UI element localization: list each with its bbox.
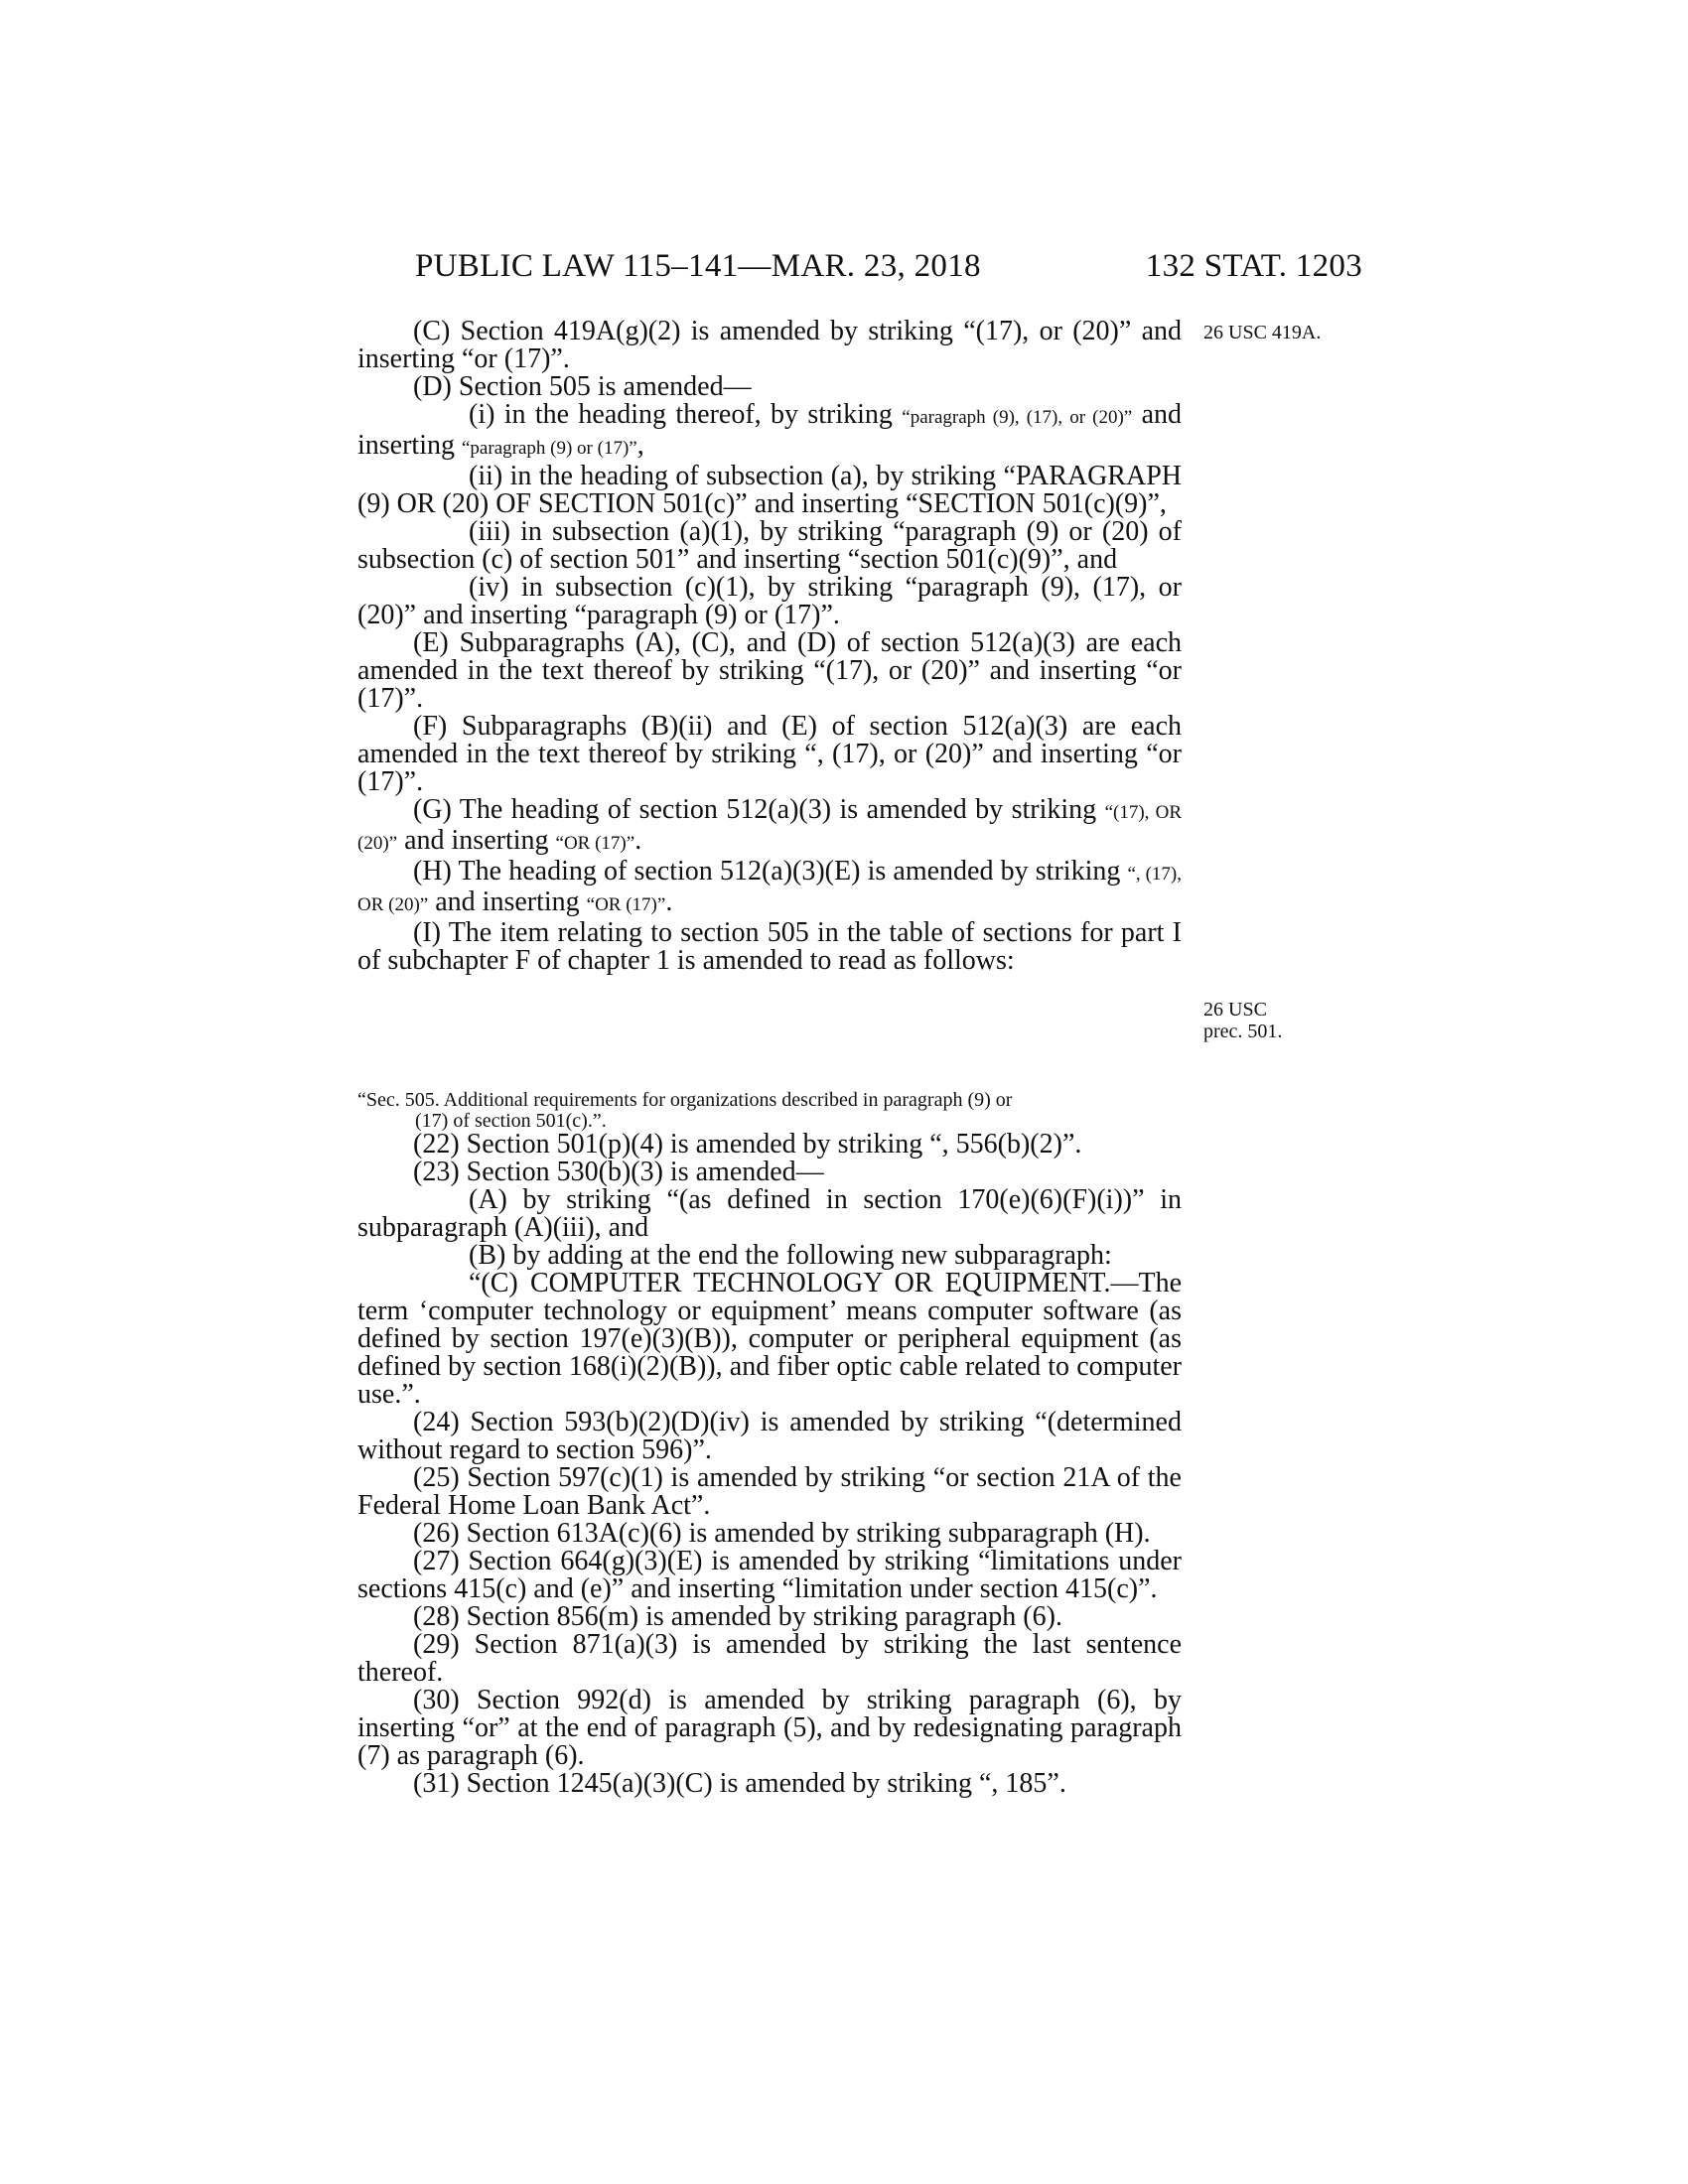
- clause-D-iv: (iv) in subsection (c)(1), by striking “paragraph (9), (17), or (20)” and inserting “paragraph (9) or (17)”.: [357, 572, 1182, 630]
- text-run: ,: [636, 430, 644, 461]
- margin-note-26-usc-prec-501: [1203, 999, 1282, 1042]
- text-run: .: [634, 825, 642, 856]
- table-entry-line: “Sec. 505. Additional requirements for organizations described in paragraph (9) or: [357, 1089, 1013, 1111]
- paragraph-31: (31) Section 1245(a)(3)(C) is amended by striking “, 185”.: [413, 1768, 1066, 1799]
- page-header: [415, 248, 1362, 292]
- paragraph-26: (26) Section 613A(c)(6) is amended by striking subparagraph (H).: [413, 1518, 1151, 1549]
- text-run: and inserting: [428, 887, 587, 917]
- paragraph-H: [357, 858, 1182, 919]
- table-of-sections-entry: [357, 1090, 1182, 1132]
- clause-D-i: [357, 401, 1182, 463]
- amendment-block-1: [357, 318, 1182, 975]
- running-title: PUBLIC LAW 115–141—MAR. 23, 2018: [415, 248, 981, 284]
- subparagraph-23-B: (B) by adding at the end the following new subparagraph:: [469, 1240, 1112, 1271]
- paragraph-I: (I) The item relating to section 505 in the table of sections for part I of subchapter F of chapter 1 is amended to read as follows:: [357, 917, 1182, 976]
- table-entry-line: (17) of section 501(c).”.: [415, 1110, 607, 1132]
- text-run-small: “paragraph (9) or (17)”: [462, 438, 637, 459]
- clause-D-iii: (iii) in subsection (a)(1), by striking “paragraph (9) or (20) of subsection (c) of section 501” and inserting “section 501(c)(9)”, and: [357, 516, 1182, 575]
- paragraph-22: (22) Section 501(p)(4) is amended by striking “, 556(b)(2)”.: [413, 1129, 1082, 1160]
- paragraph-24: (24) Section 593(b)(2)(D)(iv) is amended by striking “(determined without regard to section 596)”.: [357, 1407, 1182, 1465]
- text-run: (i) in the heading thereof, by striking: [469, 399, 903, 430]
- subparagraph-heading: “(C) COMPUTER TECHNOLOGY OR EQUIPMENT.: [469, 1268, 1111, 1298]
- text-run-small: “, (17), OR (20)”: [357, 864, 1182, 915]
- paragraph-27: (27) Section 664(g)(3)(E) is amended by striking “limitations under sections 415(c) and (e)” and inserting “limitation under section 415(c)”.: [357, 1546, 1182, 1604]
- text-run: .: [665, 887, 673, 917]
- text-run: (G) The heading of section 512(a)(3) is amended by striking: [413, 794, 1105, 825]
- text-run: (H) The heading of section 512(a)(3)(E) is amended by striking: [413, 856, 1128, 887]
- paragraph-F: (F) Subparagraphs (B)(ii) and (E) of section 512(a)(3) are each amended in the text thereof by striking “, (17), or (20)” and inserting “or (17)”.: [357, 711, 1182, 797]
- paragraph-25: (25) Section 597(c)(1) is amended by striking “or section 21A of the Federal Home Loan Bank Act”.: [357, 1462, 1182, 1521]
- paragraph-E: (E) Subparagraphs (A), (C), and (D) of section 512(a)(3) are each amended in the text thereof by striking “(17), or (20)” and inserting “or (17)”.: [357, 627, 1182, 714]
- margin-note-line: 26 USC: [1203, 999, 1267, 1021]
- text-run-small: “paragraph (9), (17), or (20)”: [902, 407, 1133, 428]
- text-run-small: “OR (17)”: [586, 894, 666, 915]
- subparagraph-text: —The term ‘computer technology or equipment’ means computer software (as defined by section 197(e)(3)(B)), computer or peripheral equipment (as defined by section 168(i)(2)(B)), and fiber optic cable related to computer use.”.: [357, 1268, 1182, 1410]
- paragraph-G: [357, 796, 1182, 858]
- text-run-small: “(17), OR (20)”: [357, 802, 1182, 854]
- paragraph-23: (23) Section 530(b)(3) is amended—: [413, 1157, 824, 1187]
- text-run: and inserting: [397, 825, 556, 856]
- subparagraph-23-A: (A) by striking “(as defined in section 170(e)(6)(F)(i))” in subparagraph (A)(iii), and: [357, 1184, 1182, 1243]
- paragraph-28: (28) Section 856(m) is amended by striking paragraph (6).: [413, 1601, 1062, 1632]
- paragraph-C: (C) Section 419A(g)(2) is amended by striking “(17), or (20)” and inserting “or (17)”.: [357, 316, 1182, 374]
- paragraph-D: (D) Section 505 is amended—: [413, 371, 752, 402]
- text-run-small: “OR (17)”: [555, 833, 635, 854]
- margin-note-line: prec. 501.: [1203, 1021, 1283, 1042]
- margin-note-26-usc-419a: 26 USC 419A.: [1203, 322, 1322, 343]
- text-run: and inserting: [357, 399, 1182, 461]
- paragraph-29: (29) Section 871(a)(3) is amended by striking the last sentence thereof.: [357, 1629, 1182, 1688]
- inserted-subparagraph-C: [357, 1270, 1182, 1409]
- stat-page-number: 132 STAT. 1203: [1145, 248, 1362, 284]
- amendment-block-2: [357, 1131, 1182, 1798]
- paragraph-30: (30) Section 992(d) is amended by striking paragraph (6), by inserting “or” at the end of paragraph (5), and by redesignating paragraph (7) as paragraph (6).: [357, 1685, 1182, 1771]
- clause-D-ii: (ii) in the heading of subsection (a), by striking “PARAGRAPH (9) OR (20) OF SECTION 501(c)” and inserting “SECTION 501(c)(9)”,: [357, 461, 1182, 519]
